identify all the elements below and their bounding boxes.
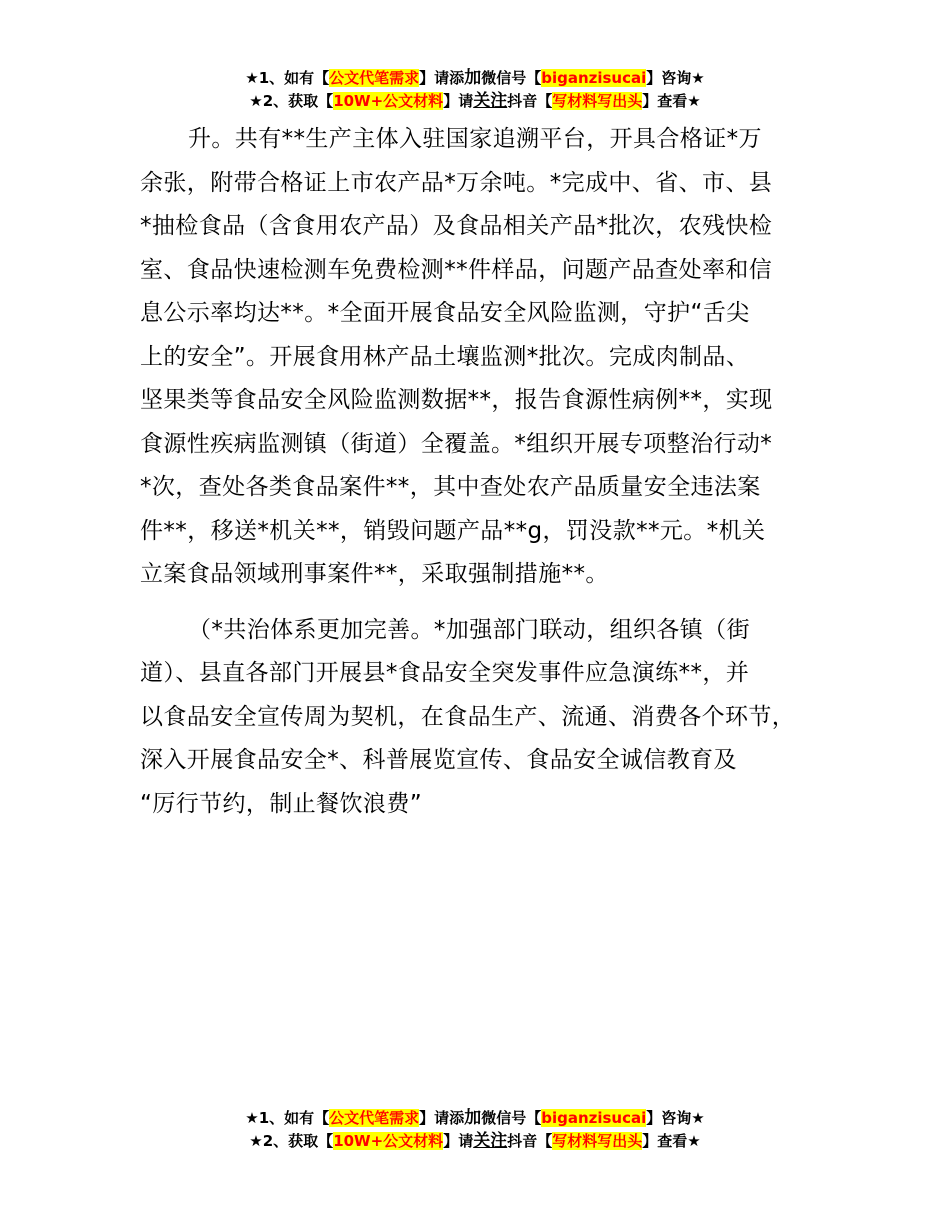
header-banner [0,67,950,113]
footer-line2-middle: 】请 [443,1132,474,1150]
footer-line2-suffix: 】查看★ [642,1132,701,1150]
footer-banner-line-2 [0,1130,950,1153]
header-line2-highlight-materials: 10W+公文材料 [333,92,444,110]
header-banner-line-1 [0,67,950,90]
paragraph-1-line: 升。共有**生产主体入驻国家追溯平台，开具合格证*万 [188,126,762,152]
paragraph-2-line: 以食品安全宣传周为契机，在食品生产、流通、消费各个环节， [140,703,796,730]
header-line1-prefix: ★1、如有【 [245,69,330,87]
paragraph-1-line: 件**，移送*机关**，销毁问题产品**g，罚没款**元。*机关 [140,517,766,544]
footer-line1-highlight-service: 公文代笔需求 [329,1109,420,1127]
footer-line1-middle: 】请添 [419,1109,465,1127]
footer-line1-suffix: 】咨询★ [646,1109,705,1127]
header-line2-prefix: ★2、获取【 [249,92,334,110]
header-line1-middle: 】请添 [419,69,465,87]
paragraph-1-line: *抽检食品（含食用农产品）及食品相关产品*批次，农残快检 [140,213,773,239]
header-line2-middle: 】请 [443,92,474,110]
paragraph-spacer [140,597,830,609]
paragraph-2-line: 道）、县直各部门开展县*食品安全突发事件应急演练**，并 [140,660,750,686]
header-line1-suffix: 】咨询★ [646,69,705,87]
paragraph-1 [140,118,830,597]
paragraph-2 [140,609,830,827]
footer-line1-highlight-wechat: biganzisucai [541,1109,647,1127]
footer-line1-prefix: ★1、如有【 [245,1109,330,1127]
footer-line2-highlight-materials: 10W+公文材料 [333,1132,444,1150]
paragraph-1-line: *次，查处各类食品案件**，其中查处农产品质量安全违法案 [140,474,761,500]
footer-line1-middle-2: 微信号【 [481,1109,542,1127]
header-line1-highlight-wechat: biganzisucai [541,69,647,87]
footer-line2-emphasis: 关注 [473,1131,508,1151]
paragraph-2-line: “厉行节约，制止餐饮浪费” [140,790,423,817]
header-line2-highlight-douyin: 写材料写出头 [552,92,643,110]
header-banner-line-2 [0,90,950,113]
paragraph-1-line: 室、食品快速检测车免费检测**件样品，问题产品查处率和信 [140,256,773,283]
paragraph-2-line: （*共治体系更加完善。*加强部门联动，组织各镇（街 [188,616,750,643]
paragraph-1-line: 息公示率均达**。*全面开展食品安全风险监测，守护“舌尖 [140,300,750,326]
paragraph-1-line: 立案食品领域刑事案件**，采取强制措施**。 [140,561,609,587]
footer-banner-line-1 [0,1107,950,1130]
footer-line2-highlight-douyin: 写材料写出头 [552,1132,643,1150]
paragraph-2-line: 深入开展食品安全*、科普展览宣传、食品安全诚信教育及 [140,747,737,773]
header-line2-middle-2: 抖音【 [507,92,553,110]
paragraph-1-line: 食源性疾病监测镇（街道）全覆盖。*组织开展专项整治行动* [140,430,773,457]
footer-line1-emphasis: 加 [464,1108,482,1128]
footer-line2-middle-2: 抖音【 [507,1132,553,1150]
paragraph-1-line: 上的安全”。开展食用林产品土壤监测*批次。完成肉制品、 [140,343,750,370]
paragraph-1-line: 余张，附带合格证上市农产品*万余吨。*完成中、省、市、县 [140,169,773,196]
header-line1-middle-2: 微信号【 [481,69,542,87]
footer-line2-prefix: ★2、获取【 [249,1132,334,1150]
paragraph-1-line: 坚果类等食品安全风险监测数据**，报告食源性病例**，实现 [140,387,773,413]
header-line1-highlight-service: 公文代笔需求 [329,69,420,87]
header-line2-suffix: 】查看★ [642,92,701,110]
document-body [140,118,830,826]
footer-banner [0,1107,950,1153]
header-line2-emphasis: 关注 [473,91,508,111]
header-line1-emphasis: 加 [464,68,482,88]
